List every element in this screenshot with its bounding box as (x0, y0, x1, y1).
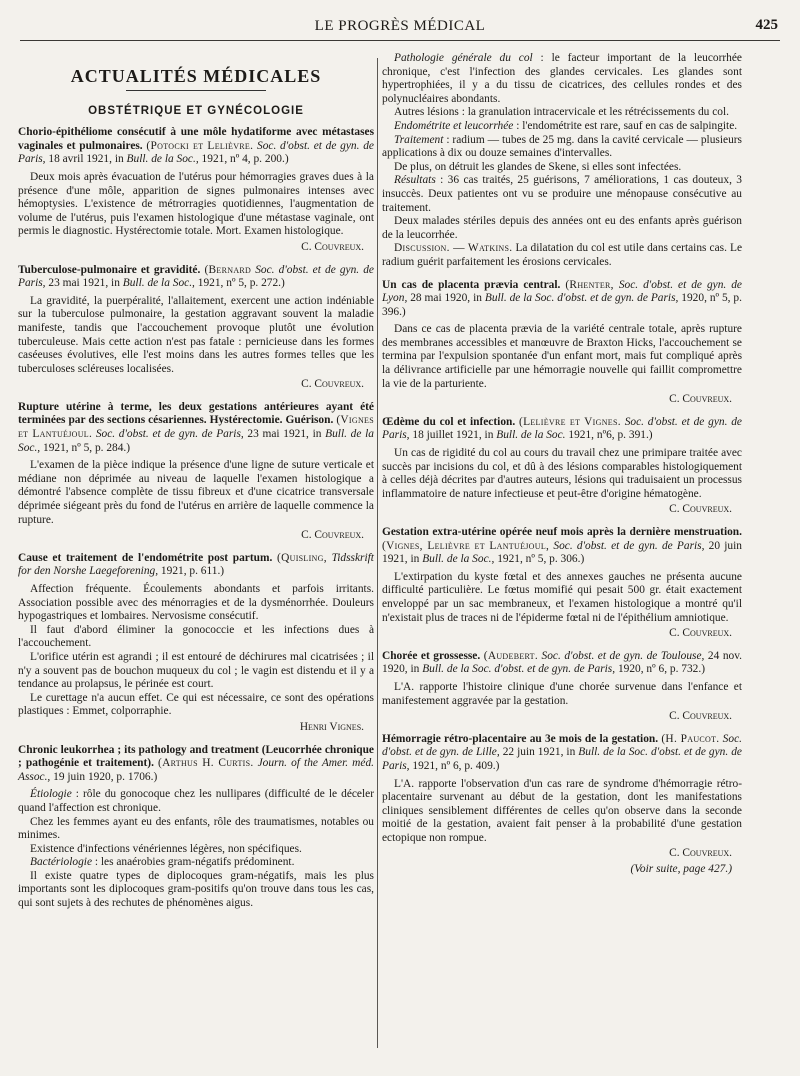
column-rule (377, 58, 378, 1048)
article-source-bull: Bull. de la Soc., (126, 153, 199, 166)
article-source: Soc. d'obst. et de gyn. de Lyon, (382, 278, 742, 305)
article-authors: (H. Paucot. (661, 732, 720, 745)
article-source: Tidsskrift for den Norshe Laegeforening, (18, 551, 374, 578)
paragraph-label: Traitement (394, 133, 444, 146)
section-heading: OBSTÉTRIQUE ET GYNÉCOLOGIE (88, 104, 304, 117)
article-source-bull: Bull. de la Soc., (122, 277, 195, 290)
article-ref: 1921, nº 4, p. 200.) (201, 153, 289, 166)
article-heading (18, 744, 374, 785)
article-date: 22 juin 1921, in (502, 746, 576, 759)
article-ref: 1920, nº 5, p. 396.) (382, 292, 742, 318)
article-paragraph: Il existe quatre types de diplocoques gram-négatifs, mais les plus importants sont les diplocoques gram-positifs qu'on trouve dans tous les cas, qui sont sujets à des rechutes de phénomènes aigus. (18, 869, 374, 910)
article-source: Soc. d'obst. et de gyn. de Paris, (18, 139, 374, 166)
article-date: 23 mai 1921, in (48, 277, 120, 290)
paragraph-label: Endométrite et leucorrhée (394, 119, 514, 132)
article-authors: (Vignes et Lantuéjoul. (18, 414, 374, 441)
article-heading (382, 526, 742, 567)
article-authors: (Vignes, Lelièvre et Lantuéjoul, (382, 539, 550, 552)
article-body: L'A. rapporte l'histoire clinique d'une chorée survenue dans l'enfance et manifestement aggravée par la gestation. (382, 680, 742, 707)
article-paragraph: Deux malades stériles depuis des années ont eu des enfants après guérison de la leucorrhée. (382, 215, 742, 241)
paragraph-text: : le facteur important de la leucorrhée chronique, c'est l'infection des glandes cervicales. Les glandes sont hypertrophiées, il y a du tissu de cicatrices, des cellules rondes et des polynucléaires abondants. (382, 52, 742, 105)
article-placenta-praevia (382, 279, 742, 407)
paragraph-text: : rôle du gonocoque chez les nullipares (difficulté de le déceler quand l'affection est chronique. (18, 788, 374, 814)
article-source: Journ. of the Amer. méd. Assoc., (18, 757, 374, 783)
left-column (18, 52, 374, 920)
article-authors: (Arthus H. Curtis. (158, 757, 254, 770)
paragraph-label: Bactériologie (30, 856, 92, 869)
article-title: Cause et traitement de l'endométrite post partum. (18, 551, 273, 564)
article-ref: 1921, nº 5, p. 284.) (43, 441, 131, 454)
article-title: Œdème du col et infection. (382, 415, 516, 428)
article-authors: (Lelièvre et Vignes. (519, 415, 621, 428)
article-title: Gestation extra-utérine opérée neuf mois après la dernière menstruation. (382, 526, 742, 538)
article-signature: C. Couvreux. (669, 503, 732, 516)
article-ref: 1921, nº 5, p. 272.) (197, 277, 285, 290)
article-date: 20 juin 1921, in (382, 539, 742, 566)
article-chorio-epitheliome (18, 126, 374, 254)
article-date: 24 nov. 1920, in (382, 649, 743, 676)
paragraph-label: Résultats (394, 174, 436, 187)
article-signature: C. Couvreux. (301, 378, 364, 391)
paragraph-text: : l'endométrite est rare, sauf en cas de salpingite. (513, 119, 738, 132)
article-paragraph: Existence d'infections vénériennes légères, non spécifiques. (30, 842, 302, 855)
article-body: La gravidité, la puerpéralité, l'allaitement, exercent une action indéniable sur la tuberculose pulmonaire, la gestation aggravant souvent la maladie manifeste, tandis que l'accouchement provoque plutôt une évolution tuberculeuse. Mais cette action n'est pas fatale : pernicieuse dans les formes caséeuses évolutives, elle l'est moins dans les autres formes telles que les tuberculoses scléreuses localisées. (18, 294, 374, 375)
article-source: Soc. d'obst. et de gyn. de Paris, (553, 539, 705, 552)
article-heading (18, 126, 374, 167)
article-body: Deux mois après évacuation de l'utérus pour hémorragies graves dues à la présence d'une môle, apparition de signes pulmonaires intenses avec hémoptysies. L'existence de métrorragies quotidiennes, l'augmentation de volume de l'utérus, puis l'examen histologique d'une métastase vaginale, ont permis le diagnostic. Hystérectomie totale. Mort. Examen histologique. (18, 170, 374, 238)
article-paragraph: L'orifice utérin est agrandi ; il est entouré de déchirures mal cicatrisées ; il n'y a souvent pas de bouchon muqueux du col ; le vagin est distendu et il y a tendance au prolapsus, le périnée est court. (18, 650, 374, 691)
article-signature: C. Couvreux. (669, 847, 732, 860)
article-authors: (Rhenter, (565, 278, 614, 291)
article-heading (382, 416, 742, 443)
article-body: Dans ce cas de placenta prævia de la variété centrale totale, après rupture des membranes accessibles et manœuvre de Braxton Hicks, l'accouchement se termina par l'expulsion spontanée d'un enfant mort, mais fut compliqué après la délivrance artificielle par une hémorragie nouvelle qui faillit compromettre la vie de la parturiente. (382, 323, 742, 390)
article-body: L'extirpation du kyste fœtal et des annexes gauches ne présenta aucune difficulté particulière. Le fœtus momifié qui pesait 500 gr. était exactement enveloppé par un sac membraneux, et l'examen histologique a montré qu'il n'existait plus de traces ni de l'épiderme fœtal ni de l'épithélium amniotique. (382, 570, 742, 624)
article-source-bull: Bull. de la Soc. d'obst. et de gyn. de Paris, (484, 292, 679, 305)
article-body: Un cas de rigidité du col au cours du travail chez une primipare traitée avec succès par incisions du col, et dû à des lésions comparables histologiquement à celles déjà décrites par d'autres auteurs, lésions qui traduisaient un processus inflammatoire de nature infectieuse et peut-être d'origine hématogène. (382, 447, 742, 500)
article-leukorrhea-continued (382, 52, 742, 270)
article-hemorragie-retro-placentaire (382, 733, 742, 877)
article-ref: 1921, nº 5, p. 306.) (497, 553, 585, 566)
article-authors: (Bernard (204, 263, 252, 276)
rubric-title: ACTUALITÉS MÉDICALES (70, 66, 322, 86)
article-signature: C. Couvreux. (301, 529, 364, 542)
article-paragraph: Le curettage n'a aucun effet. Ce qui est nécessaire, ce sont des opérations plastiques : Emmet, colporraphie. (18, 691, 374, 718)
article-date: 18 juillet 1921, in (412, 429, 494, 442)
article-date: 23 mai 1921, in (247, 428, 322, 441)
article-body: L'A. rapporte l'observation d'un cas rare de syndrome d'hémorragie rétro-placentaire survenant au début de la gestation, dont les manifestations cliniques sensiblement différentes de celles qu'on observe dans la seconde moitié de la gestation, avaient fait penser à la probabilité d'une gestation ectopique non rompue. (382, 777, 742, 844)
article-ref: 1920, nº 6, p. 732.) (617, 663, 706, 676)
article-signature: C. Couvreux. (669, 393, 732, 406)
article-paragraph: Il faut d'abord éliminer la gonococcie et les infections dues à l'accouchement. (18, 623, 374, 650)
continued-note: (Voir suite, page 427.) (630, 863, 732, 876)
article-choree (382, 650, 742, 724)
article-authors: (Potocki et Lelièvre. (146, 139, 254, 152)
article-source-bull: Bull. de la Soc. d'obst. et de gyn. de Paris, (382, 746, 742, 772)
article-paragraph (382, 242, 742, 269)
article-endometrite (18, 552, 374, 735)
article-tuberculose (18, 264, 374, 392)
article-paragraph: Chez les femmes ayant eu des enfants, rôle des traumatismes, notables ou minimes. (18, 815, 374, 842)
article-source-bull: Bull. de la Soc., (422, 553, 495, 566)
article-source-bull: Bull. de la Soc., (18, 428, 374, 454)
article-title: Hémorragie rétro-placentaire au 3e mois de la gestation. (382, 732, 659, 745)
article-date: 18 avril 1921, in (48, 153, 124, 166)
article-paragraph: De plus, on détruit les glandes de Skene, si elles sont infectées. (394, 160, 682, 173)
article-source: Soc. d'obst. et de gyn. de Paris, (95, 428, 244, 441)
article-heading (382, 733, 742, 774)
paragraph-text: La dilatation du col est utile dans certains cas. Le radium guérit parfaitement les érosions cervicales. (382, 242, 742, 268)
article-ref: 1921, p. 611.) (160, 565, 225, 578)
paragraph-text: : les anaérobies gram-négatifs prédominent. (92, 856, 295, 869)
article-source-bull: Bull. de la Soc. (496, 429, 566, 442)
article-paragraph (382, 174, 742, 215)
article-title: Rupture utérine à terme, les deux gestations antérieures ayant été terminées par des sections césariennes. Hystérectomie. Guérison. (18, 400, 374, 427)
article-title: Tuberculose-pulmonaire et gravidité. (18, 263, 201, 276)
article-ref: 1921, nº 6, p. 409.) (412, 759, 500, 772)
article-source: Soc. d'obst. et de gyn. de Paris, (382, 415, 742, 442)
article-gestation-extra-uterine (382, 526, 742, 641)
article-leukorrhea (18, 744, 374, 911)
article-rupture-uterine (18, 401, 374, 543)
article-signature: C. Couvreux. (301, 240, 364, 253)
article-date: 28 mai 1920, in (410, 292, 482, 305)
running-header (20, 18, 780, 41)
article-ref: 19 juin 1920, p. 1706.) (53, 770, 158, 783)
article-heading (18, 401, 374, 455)
article-signature: C. Couvreux. (669, 710, 732, 723)
article-paragraph: Autres lésions : la granulation intracervicale et les rétrécissements du col. (394, 106, 729, 119)
article-paragraph (382, 120, 742, 134)
article-heading (18, 264, 374, 291)
article-signature: C. Couvreux. (669, 627, 732, 640)
paragraph-text: : radium — tubes de 25 mg. dans la cavité cervicale — plusieurs applications à dix ou douze semaines d'intervalles. (382, 133, 742, 160)
article-ref: 1921, nº6, p. 391.) (568, 429, 653, 442)
journal-title: LE PROGRÈS MÉDICAL (314, 18, 486, 34)
article-authors: (Quisling, (277, 551, 327, 564)
page-number: 425 (755, 17, 778, 33)
article-paragraph (382, 52, 742, 106)
rubric-underline (126, 90, 266, 91)
article-paragraph (18, 788, 374, 815)
article-body: L'examen de la pièce indique la présence d'une ligne de suture verticale et médiane non déprimée au niveau de laquelle l'examen histologique a démontré l'absence complète de tissu fibreux et d'une cicatrice transversale déprimée siégeant près du fond de l'utérus en arrière de laquelle commence la rupture. (18, 459, 374, 526)
paragraph-text: : 36 cas traités, 25 guérisons, 7 améliorations, 1 cas douteux, 3 insuccès. Deux patientes ont vu se produire une ménopause consécutive au traitement. (382, 174, 742, 214)
article-source: Soc. d'obst. et de gyn. de Lille, (382, 732, 742, 759)
article-title: Chorée et grossesse. (382, 649, 481, 662)
article-paragraph (18, 856, 374, 870)
article-source-bull: Bull. de la Soc. d'obst. et de gyn. de Paris, (422, 663, 616, 676)
article-authors: (Audebert. (483, 649, 539, 662)
paragraph-label: Discussion. — Watkins. (394, 242, 513, 255)
paragraph-label: Étiologie (30, 788, 72, 801)
article-heading (382, 279, 742, 320)
article-paragraph (382, 134, 742, 161)
paragraph-label: Pathologie générale du col (394, 52, 533, 64)
article-oedeme-col (382, 416, 742, 517)
article-source: Soc. d'obst. et de gyn. de Paris, (18, 263, 374, 290)
article-heading (18, 552, 374, 579)
article-heading (382, 650, 742, 677)
article-source: Soc. d'obst. et de gyn. de Toulouse, (541, 649, 705, 662)
article-title: Un cas de placenta prævia central. (382, 278, 561, 291)
article-paragraph: Affection fréquente. Écoulements abondants et parfois irritants. Association possible avec des ménorragies et de la dysménorrhée. Douleurs hypogastriques et lombaires. Nervosisme consécutif. (18, 583, 374, 623)
article-title: Chorio-épithéliome consécutif à une môle hydatiforme avec métastases vaginales et pulmonaires. (18, 126, 374, 152)
right-column (382, 52, 742, 886)
article-title: Chronic leukorrhea ; its pathology and treatment (Leucorrhée chronique ; pathogénie et traitement). (18, 743, 374, 770)
article-signature: Henri Vignes. (299, 720, 364, 733)
